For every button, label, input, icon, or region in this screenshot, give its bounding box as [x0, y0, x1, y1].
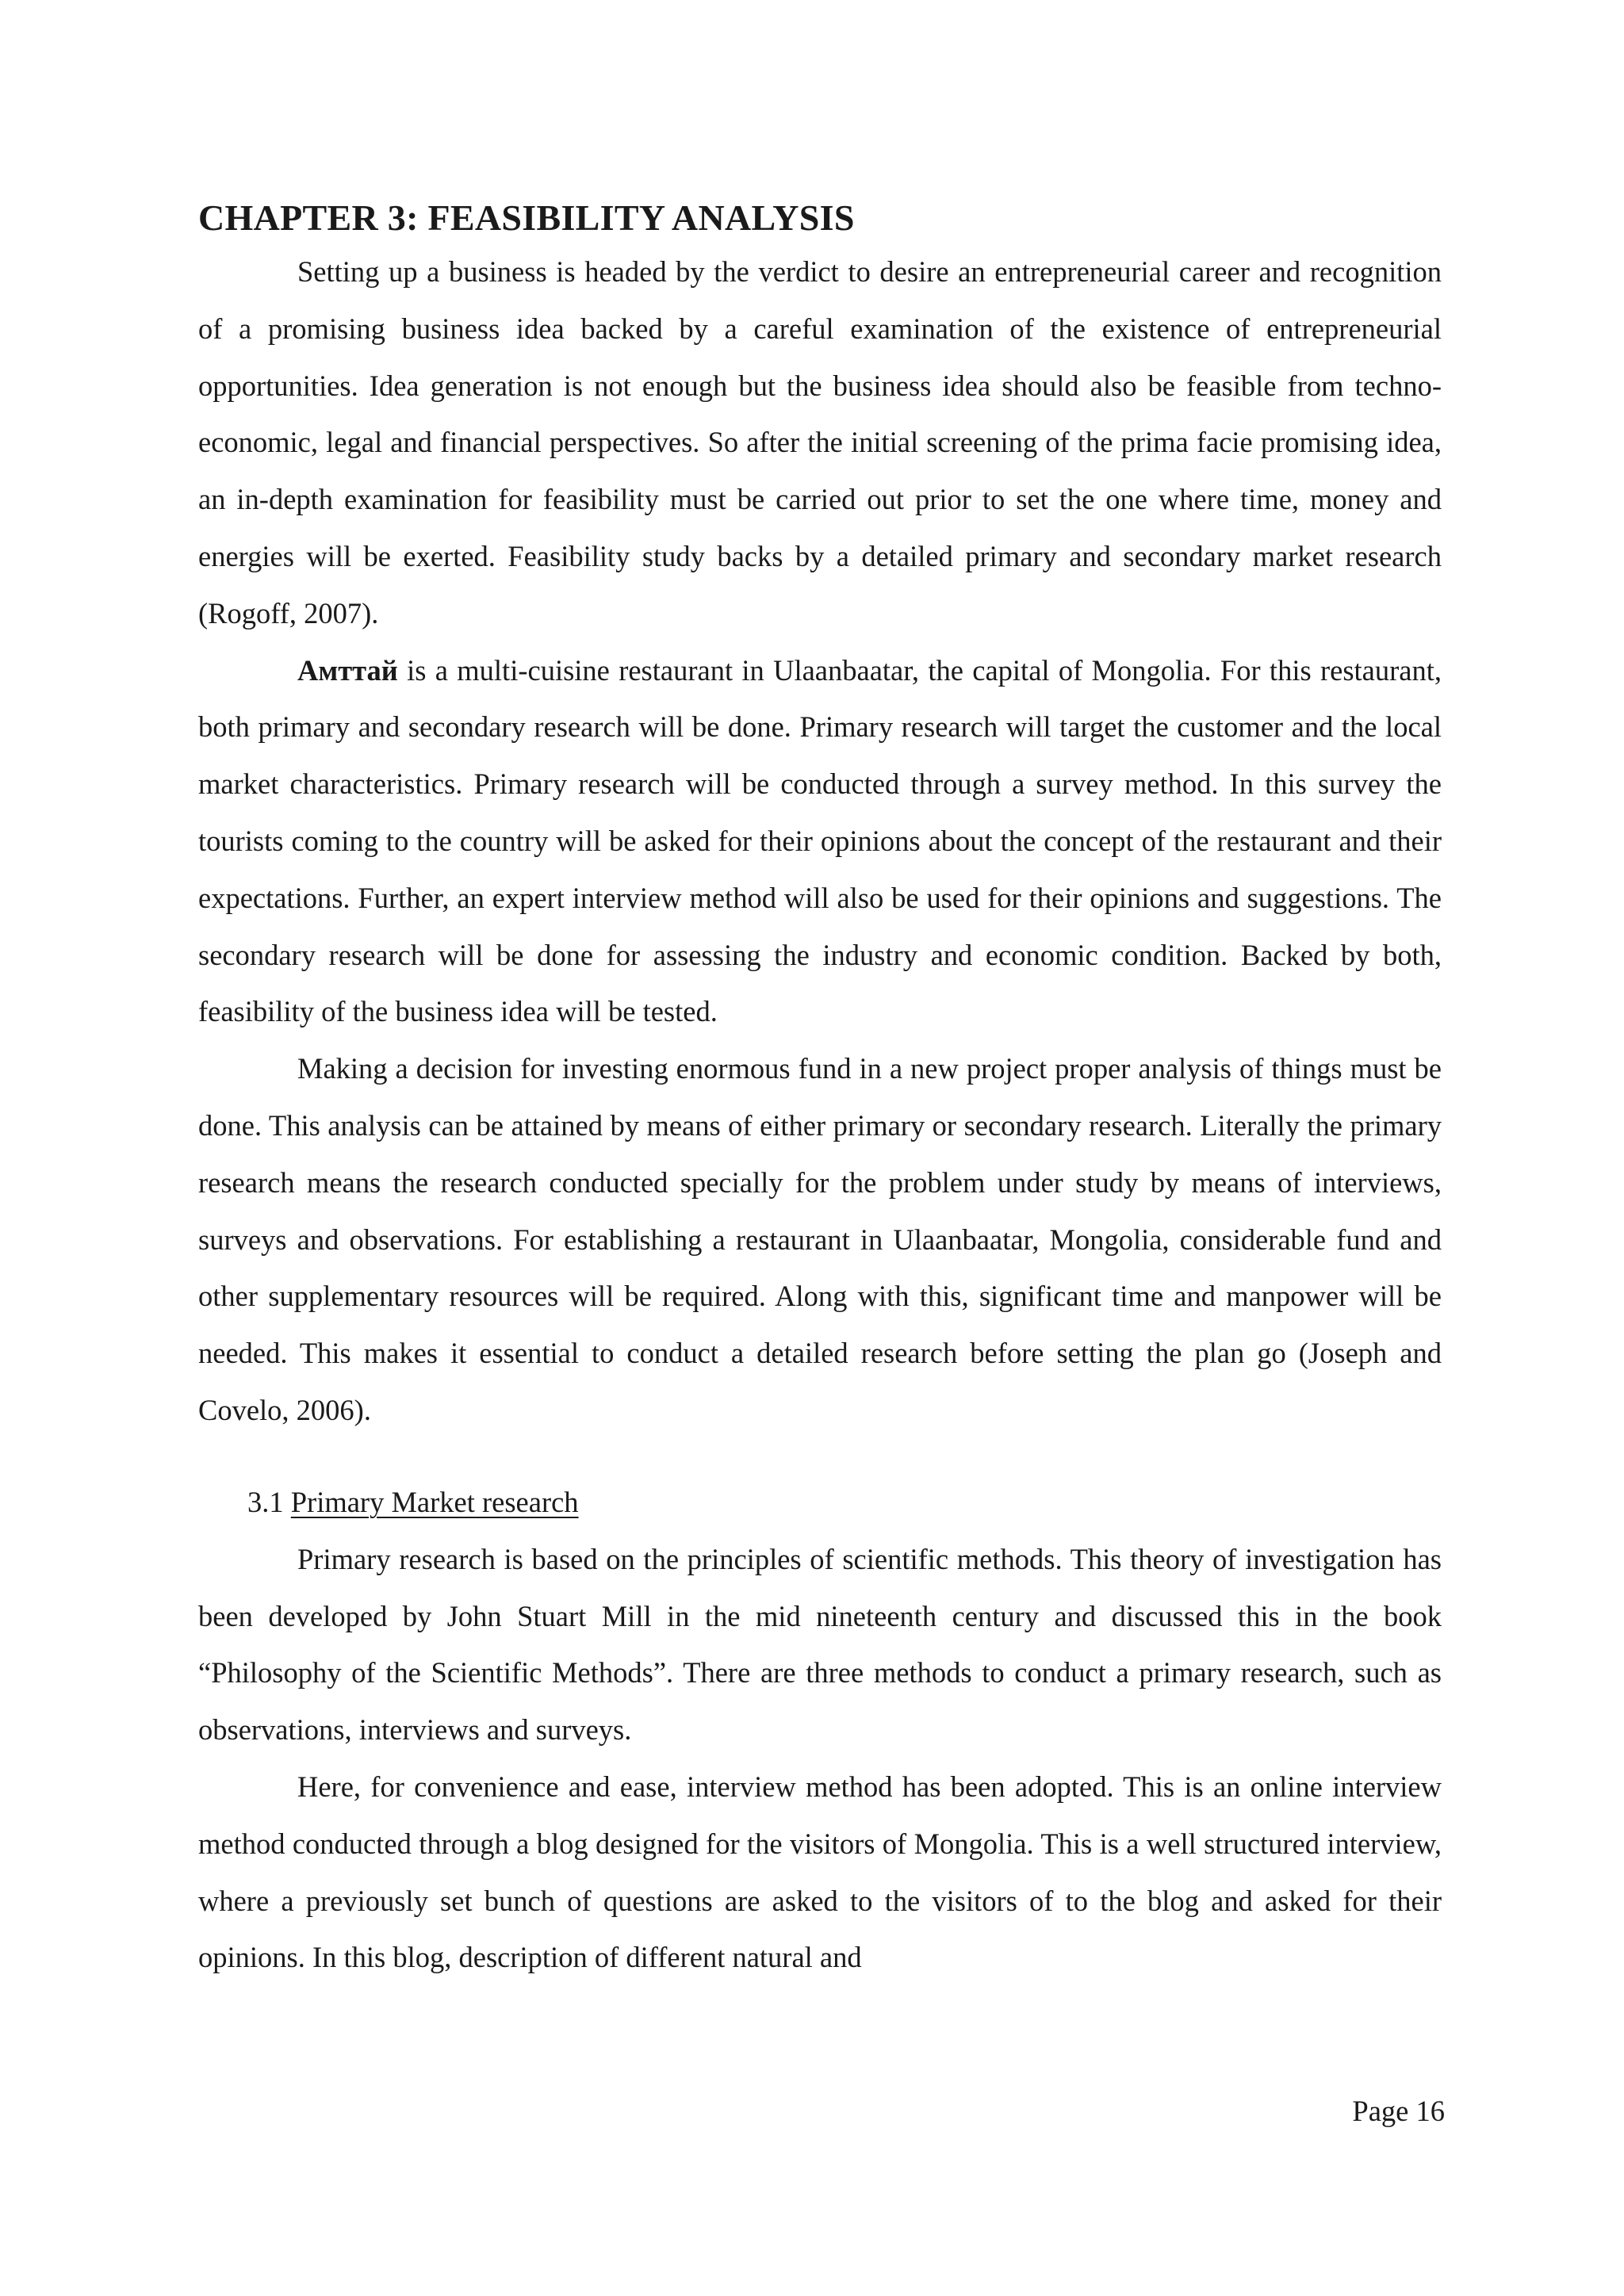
- paragraph-interview-method: Here, for convenience and ease, interview method has been adopted. This is an online interview method conducted through a blog designed for the visitors of Mongolia. This is a well structured interview, where a previously set bunch of questions are asked to the visitors of to the blog and asked for their opinions. In this blog, description of different natural and: [198, 1770, 1442, 1974]
- paragraph-intro: Setting up a business is headed by the verdict to desire an entrepreneurial career and recognition of a promising business idea backed by a careful examination of the existence of entrepreneurial opportunities. Idea generation is not enough but the business idea should also be feasible from techno-economic, legal and financial perspectives. So after the initial screening of the prima facie promising idea, an in-depth examination for feasibility must be carried out prior to set the one where time, money and energies will be exerted. Feasibility study backs by a detailed primary and secondary market research (Rogoff, 2007).: [198, 255, 1442, 629]
- section-title: Primary Market research: [290, 1485, 579, 1518]
- document-page: [198, 194, 1442, 1986]
- chapter-title: CHAPTER 3: FEASIBILITY ANALYSIS: [198, 197, 855, 238]
- section-number: 3.1: [247, 1485, 284, 1518]
- page-number: Page 16: [1352, 2095, 1445, 2127]
- paragraph-restaurant: [198, 642, 1442, 1041]
- paragraph-investment: Making a decision for investing enormous fund in a new project proper analysis of things must be done. This analysis can be attained by means of either primary or secondary research. Literally the primary research means the research conducted specially for the problem under study by means of interviews, surveys and observations. For establishing a restaurant in Ulaanbaatar, Mongolia, considerable fund and other supplementary resources will be required. Along with this, significant time and manpower will be needed. This makes it essential to conduct a detailed research before setting the plan go (Joseph and Covelo, 2006).: [198, 1052, 1442, 1426]
- paragraph-restaurant-text: is a multi-cuisine restaurant in Ulaanbaatar, the capital of Mongolia. For this restaurant, both primary and secondary research will be done. Primary research will target the customer and the local market characteristics. Primary research will be conducted through a survey method. In this survey the tourists coming to the country will be asked for their opinions about the concept of the restaurant and their expectations. Further, an expert interview method will also be used for their opinions and suggestions. The secondary research will be done for assessing the industry and economic condition. Backed by both, feasibility of the business idea will be tested.: [198, 653, 1442, 1028]
- section-heading: [247, 1479, 1442, 1526]
- restaurant-name: Амттай: [297, 653, 398, 687]
- paragraph-primary-research: Primary research is based on the principles of scientific methods. This theory of investigation has been developed by John Stuart Mill in the mid nineteenth century and discussed this in the book “Philosophy of the Scientific Methods”. There are three methods to conduct a primary research, such as observations, interviews and surveys.: [198, 1542, 1442, 1747]
